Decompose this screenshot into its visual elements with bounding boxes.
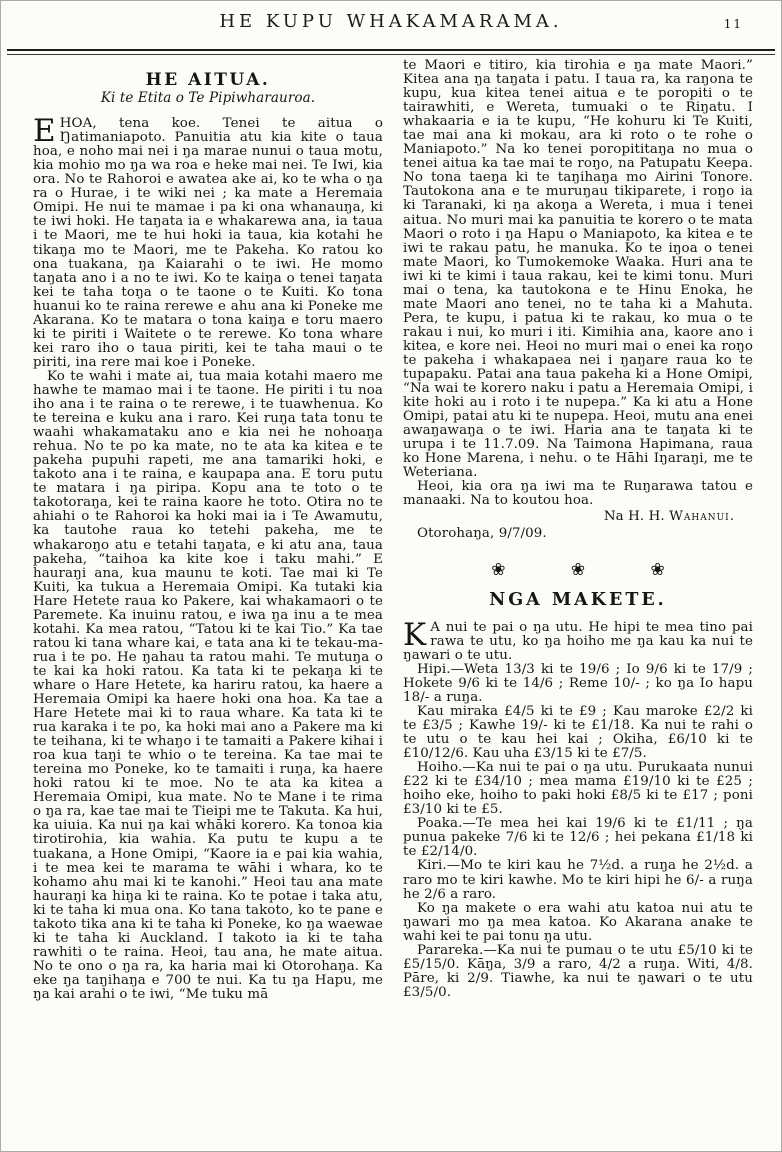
market-paragraph [403,616,753,663]
right-column [403,59,753,1152]
article-closing: Heoi, kia ora ŋa iwi ma te Ruŋarawa tatou e manaaki. Na to koutou hoa. [403,479,753,509]
article-paragraph: Ko te wahi i mate ai, tua maia kotahi maero me hawhe te mamao mai i te taone. He piriti i tu noa iho ana i te raina o te rerewe, i te tuawhenua. Ko te tereina e kuku ana i raro. Kei ruŋa tata tonu te waahi whakamataku ano e kia nei he nohoaŋa rehua. No te po ka mate, no te ata ka kitea e te pakeha pupuhi rapeti, me ana tamariki hoki, e takoto ana i te raina, e kaupapa ana. E toru putu te matara i ŋa piripa. Kopu ana te toto o te takotoraŋa, kei te raina kaore he toto. Otira no te ahiahi o te Rahoroi ka hoki mai ia i Te Awamutu, ka tautohe raua ko tetehi pakeha, me te whakaroŋo atu e tetahi taŋata, e ki atu ana, taua pakeha, “taihoa ka kite koe i taku mahi.” E hauraŋi ana, kua maunu te koti. Tae mai ki Te Kuiti, ka tukua a Heremaia Omipi. Ka tutaki kia Hare Hetete raua ko Pakere, kai whakamaori o te Paremete. Ka inuinu ratou, e iwa ŋa inu a te mea kotahi. Ka mea ratou, “Tatou ki te kai Tio.” Ka tae ratou ki tana whare kai, e tata ana ki te tekau-ma-rua i te po. He ŋahau ta ratou mahi. Te mutuŋa o te kai ka hoki ratou. Ka tata ki te pekaŋa ki te whare o Hare Hetete, ka hariru ratou, ka haere a Heremaia Omipi ka haere hoki ona hoa. Ka tae a Hare Hetete mai ki to raua whare. Ka tata ki te rua karaka i te po, ka hoki mai ano a Pakere ma ki te teihana, ki te whaŋo i te tamaiti a Pakere kihai i roa kua taŋi te whio o te tereina. Ka tae mai te tereina mo Poneke, ko te tamaiti i ruŋa, ka haere hoki ratou ki te moe. No te ata ka kitea a Heremaia Omipi, kua mate. No te Mane i te rima o ŋa ra, kae tae mai te Tieipi me te Takuta. Ka hui, ka uiuia. Ka nui ŋa kai whāki korero. Ka tonoa kia tirotirohia, kia wahia. Ka putu te kupu a te tuakana, a Hone Omipi, “Kaore ia e pai kia wahia, i te mea kei te marama te wāhi i whara, ko te kohamo ahu mai ki te kanohi.” Heoi tau ana mate hauraŋi ka hiŋa ki te raina. Ko te potae i taka atu, ki te taha ki mua ona. Ko tana takoto, ko te pane e takoto tika ana ki te taha ki Poneke, ko ŋa waewae ki te taha ki Auckland. I takoto ia ki te taha rawhiti o te raina. Heoi, tau ana, he mate aitua. No te ono o ŋa ra, ka haria mai ki Otorohaŋa. Ka eke ŋa taŋihaŋa e 700 te nui. Ka tu ŋa Hapu, me ŋa kai arahi o te iwi, “Me tuku mā [33,368,383,1002]
article-signature [403,510,753,524]
column-container [1,55,781,1152]
market-paragraph: Kau miraka £4/5 ki te £9 ; Kau maroke £2/2 ki te £3/5 ; Kawhe 19/- ki te £1/18. Ka nui te rahi o te utu o te kau hei kai ; Okiha, £6/10 ki te £10/12/6. Kau uha £3/15 ki te £7/5. [403,703,753,762]
drop-cap-letter: E [33,113,56,150]
article-continuation: te Maori e titiro, kia tirohia e ŋa mate Maori.” Kitea ana ŋa taŋata i patu. I taua ra, ka raŋona te kupu, kua kitea tenei aitua e te poropiti o te tairawhiti, e Wereta, tumuaki o te Riŋatu. I whakaaria e ia te kupu, “He kohuru ki Te Kuiti, tae mai ana ki mokau, ara ki roto o te rohe o Maniapoto.” Na ko tenei poropititaŋa no mua o tenei aitua ka tae mai te roŋo, na Patupatu Keepa. No tona taeŋa ki te taŋihaŋa mo Airini Tonore. Tautokona ana e te muruŋau tikiparete, i roŋo ia ki Taranaki, ki ŋa akoŋa a Wereta, i mua i tenei aitua. No muri mai ka panuitia te korero o te mata Maori o roto i ŋa Hapu o Maniapoto, ka kitea e te iwi te rakau patu, he manuka. Ko te iŋoa o tenei mate Maori, ko Tumokemoke Waaka. Huri ana te iwi ki te kimi i taua rakau, kei te kimi tonu. Muri mai o tena, ka tautokona e te Hinu Enoka, he mate Maori ano tenei, no te taha ki a Mahuta. Pera, te kupu, i patua ki te rakau, ko mua o te rakau i nui, ko muri i iti. Kimihia ana, kaore ano i kitea, e kore nei. Heoi no muri mai o enei ka roŋo te pakeha i whakapaea nei i ŋaŋare raua ko te tupapaku. Patai ana taua pakeha ki a Hone Omipi, “Na wai te korero naku i patu a Heremaia Omipi, i kite hoki au i roto i te nupepa.” Ka ki atu a Hone Omipi, patai atu ki te nupepa. Heoi, mutu ana enei awaŋawaŋa o te iwi. Haria ana te taŋata ki te urupa i te 11.7.09. Na Taimona Hapimana, raua ko Hone Marena, i nehu. o te Hāhi Iŋaraŋi, me te Weteriana. [403,58,753,481]
market-paragraph: Parareka.—Ka nui te pumau o te utu £5/10 ki te £5/15/0. Kāŋa, 3/9 a raro, 4/2 a ruŋa. Witi, 4/8. Pāre, ki 2/9. Tiawhe, ka nui te ŋawari o te utu £3/5/0. [403,942,753,1000]
article-paragraph [33,113,383,370]
floral-ornament-icon: ❀ ❀ ❀ [491,559,695,580]
signature-name: Wahanui. [669,508,735,524]
article-title: HE AITUA. [145,70,271,90]
article-dateline: Otorohaŋa, 9/7/09. [417,525,547,541]
masthead-title: HE KUPU WHAKAMARAMA. [219,11,563,32]
page-number: 11 [723,17,743,31]
left-column [33,59,383,1152]
signature-prefix: Na H. H. [603,508,665,524]
masthead [1,1,781,47]
drop-cap-letter: K [403,616,427,653]
article-paragraph-text: HOA, tena koe. Tenei te aitua o Ŋatimaniapoto. Panuitia atu kia kite o taua hoa, e noho mai nei i ŋa marae nunui o taua motu, kia mohio mo ŋa wa roa e heke mai nei. Te Iwi, kia ora. No te Rahoroi e awatea ake ai, ko te wha o ŋa ra o Hurae, i te wiki nei ; ka mate a Heremaia Omipi. He nui te mamae i pa ki ona whanauŋa, ki te iwi hoki. He taŋata ia e whakarewa ana, ia taua i te Maori, me te hui hoki ia taua, kia kotahi he tikaŋa mo te Maori, me te Pakeha. Ko ratou ko ona tuakana, ŋa Kaiarahi o te iwi. He momo taŋata ano i a no te iwi. Ko te kaiŋa o tenei taŋata kei te taha toŋa o te taone o te Kuiti. Ko tona huanui ko te raina rerewe e ahu ana ki Poneke me Akarana. Ko te matara o tona kaiŋa e toru maero ki te piriti i Waitete o te rerewe. Ko tona whare kei raro iho o taua piriti, kei te taha maui o te piriti, ina rere mai koe i Poneke. [33,116,383,370]
market-paragraph-text: A nui te pai o ŋa utu. He hipi te mea tino pai rawa te utu, ko ŋa hoiho me ŋa kau ka nui te ŋawari o te utu. [403,619,753,663]
markets-title: NGA MAKETE. [489,589,667,610]
market-paragraph: Kiri.—Mo te kiri kau he 7½d. a ruŋa he 2½d. a raro mo te kiri kawhe. Mo te kiri hipi he 6/- a ruŋa he 2/6 a raro. [403,858,753,902]
market-paragraph: Poaka.—Te mea hei kai 19/6 ki te £1/11 ; ŋa punua pakeke 7/6 ki te 12/6 ; hei pekana £1/18 ki te £2/14/0. [403,816,753,860]
market-paragraph: Hipi.—Weta 13/3 ki te 19/6 ; Io 9/6 ki te 17/9 ; Hokete 9/6 ki te 14/6 ; Reme 10/- ; ko ŋa Io hapu 18/- a ruŋa. [403,661,753,705]
market-paragraph: Ko ŋa makete o era wahi atu katoa nui atu te ŋawari mo ŋa mea katoa. Ko Akarana anake te wahi kei te pai tonu ŋa utu. [403,900,753,944]
market-paragraph: Hoiho.—Ka nui te pai o ŋa utu. Purukaata nunui £22 ki te £34/10 ; mea mama £19/10 ki te £25 ; hoiho eke, hoiho to paki hoki £8/5 ki te £17 ; poni £3/10 ki te £5. [403,760,753,818]
article-subtitle: Ki te Etita o Te Pipiwharauroa. [100,90,316,107]
